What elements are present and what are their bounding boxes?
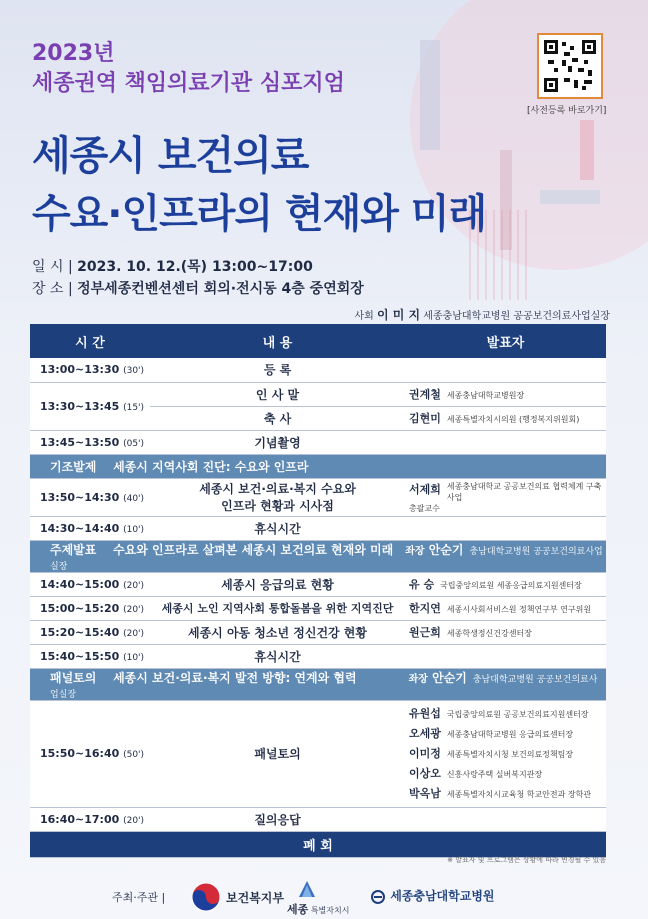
- hospital-mark-icon: [370, 890, 386, 904]
- row-speaker: 김현미 세종특별자치시의원 (행정복지위원회): [405, 406, 606, 430]
- row-speaker: [405, 516, 606, 540]
- row-content: 등 록: [150, 358, 405, 382]
- host-label: 주최·주관 |: [112, 891, 166, 904]
- moderator-affiliation: 세종충남대학교병원 공공보건의료사업실장: [423, 311, 610, 322]
- row-time: 15:40~15:50 (10'): [30, 644, 150, 668]
- row-content: 기념촬영: [150, 430, 405, 454]
- row-time: 15:20~15:40 (20'): [30, 620, 150, 644]
- table-row: [30, 516, 606, 540]
- section-keynote: 기조발제 세종시 지역사회 진단: 수요와 인프라: [30, 454, 606, 478]
- table-header-row: [30, 324, 606, 358]
- ministry-name: 보건복지부: [226, 891, 284, 905]
- event-year: 2023년: [32, 41, 115, 66]
- title-line-2: 수요·인프라의 현재와 미래: [32, 191, 487, 237]
- section-row: [30, 454, 606, 478]
- panel-member: 이상오 신흥사랑주택 실버복지관장: [409, 766, 543, 780]
- section-topic: 주제발표 수요와 인프라로 살펴본 세종시 보건의료 현재와 미래 좌장 안순기 충남대학교병원 공공보건의료사업실장: [30, 540, 606, 572]
- event-place: [32, 278, 364, 298]
- sejong-city-logo: 세종 특별자치시: [287, 879, 349, 917]
- row-time: 16:40~17:00 (20'): [30, 807, 150, 831]
- row-content: 질의응답: [150, 807, 405, 831]
- closing-label: 폐 회: [30, 831, 606, 857]
- table-row: [30, 430, 606, 454]
- row-content: 축 사: [150, 406, 405, 430]
- change-note: ※ 발표자 및 프로그램은 상황에 따라 변경될 수 있음: [447, 856, 606, 864]
- row-content: 패널토의: [150, 700, 405, 807]
- table-row: [30, 382, 606, 406]
- place-value: 정부세종컨벤션센터 회의·전시동 4층 중연회장: [77, 281, 364, 297]
- row-content: 세종시 응급의료 현황: [150, 572, 405, 596]
- row-time: 14:40~15:00 (20'): [30, 572, 150, 596]
- hospital-name: 세종충남대학교병원: [390, 889, 495, 903]
- header-speaker: 발표자: [405, 324, 606, 358]
- place-label: 장 소 |: [32, 281, 73, 297]
- ministry-logo: [190, 881, 284, 917]
- row-content: 세종시 노인 지역사회 통합돌봄을 위한 지역진단: [150, 596, 405, 620]
- row-time: 15:00~15:20 (20'): [30, 596, 150, 620]
- title-line-1: 세종시 보건의료: [32, 133, 309, 179]
- table-row: [30, 596, 606, 620]
- table-row: [30, 700, 606, 807]
- date-label: 일 시 |: [32, 259, 73, 275]
- taegeuk-icon: [190, 881, 222, 913]
- program-table: [30, 324, 606, 858]
- row-content: 휴식시간: [150, 516, 405, 540]
- panel-list: [405, 700, 606, 807]
- table-row: [30, 620, 606, 644]
- row-time: 13:45~13:50 (05'): [30, 430, 150, 454]
- section-row: [30, 540, 606, 572]
- row-speaker: 권계철 세종충남대학교병원장: [405, 382, 606, 406]
- header-time: 시 간: [30, 324, 150, 358]
- closing-row: [30, 831, 606, 857]
- row-speaker: [405, 644, 606, 668]
- panel-member: 유원섭 국립중앙의료원 공공보건의료지원센터장: [409, 706, 589, 720]
- table-row: [30, 644, 606, 668]
- table-row: [30, 478, 606, 516]
- section-row: [30, 668, 606, 700]
- row-time: 13:00~13:30 (30'): [30, 358, 150, 382]
- row-speaker: [405, 430, 606, 454]
- row-content: 인 사 말: [150, 382, 405, 406]
- row-content: 휴식시간: [150, 644, 405, 668]
- hospital-logo: [370, 887, 495, 904]
- section-panel: 패널토의 세종시 보건·의료·복지 발전 방향: 연계와 협력 좌장 안순기 충남대학교병원 공공보건의료사업실장: [30, 668, 606, 700]
- row-speaker: 원근희 세종학생정신건강센터장: [405, 620, 606, 644]
- qr-code-icon: [544, 40, 596, 92]
- qr-label[interactable]: [사전등록 바로가기]: [527, 106, 607, 116]
- panel-member: 박옥남 세종특별자치시교육청 학교안전과 장학관: [409, 786, 592, 800]
- table-row: [30, 358, 606, 382]
- event-subtitle: 세종권역 책임의료기관 심포지엄: [32, 71, 345, 96]
- footer: [0, 877, 648, 919]
- row-speaker: [405, 807, 606, 831]
- moderator-name: 이 미 지: [376, 308, 421, 322]
- row-speaker: 서제희 세종충남대학교 공공보건의료 협력체계 구축사업 총괄교수: [405, 478, 606, 516]
- row-time: 13:30~13:45 (15'): [30, 382, 150, 430]
- row-speaker: [405, 358, 606, 382]
- row-time: 15:50~16:40 (50'): [30, 700, 150, 807]
- row-speaker: 한지연 세종시사회서비스원 정책연구부 연구위원: [405, 596, 606, 620]
- row-speaker: 유 승 국립중앙의료원 세종응급의료지원센터장: [405, 572, 606, 596]
- panel-member: 오세광 세종충남대학교병원 응급의료센터장: [409, 726, 574, 740]
- row-content: 세종시 보건·의료·복지 수요와 인프라 현황과 시사점: [150, 478, 405, 516]
- row-content: 세종시 아동 청소년 정신건강 현황: [150, 620, 405, 644]
- moderator: [354, 306, 610, 323]
- table-row: [30, 807, 606, 831]
- date-value: 2023. 10. 12.(목) 13:00~17:00: [77, 259, 313, 275]
- header-content: 내 용: [150, 324, 405, 358]
- table-row: [30, 572, 606, 596]
- row-time: 14:30~14:40 (10'): [30, 516, 150, 540]
- panel-member: 이미정 세종특별자치시청 보건의료정책팀장: [409, 746, 574, 760]
- sejong-mark-icon: [287, 879, 327, 899]
- qr-code[interactable]: [537, 33, 603, 99]
- event-date: [32, 256, 313, 276]
- row-time: 13:50~14:30 (40'): [30, 478, 150, 516]
- moderator-label: 사회: [354, 311, 374, 322]
